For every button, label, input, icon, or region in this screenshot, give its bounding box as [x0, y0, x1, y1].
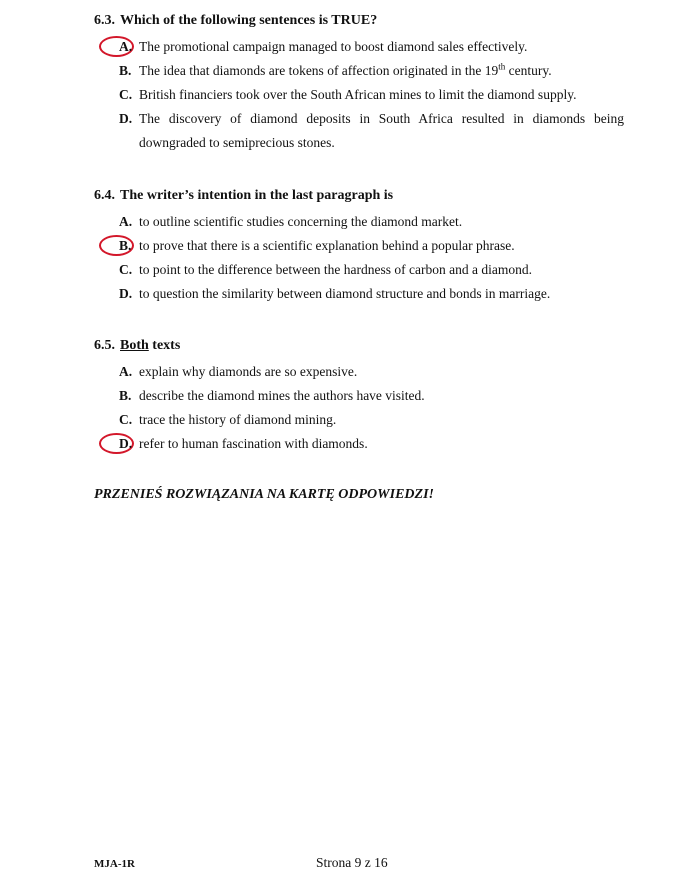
option-a[interactable] [94, 210, 624, 234]
option-letter: C. [119, 87, 133, 102]
option-letter: C. [119, 412, 133, 427]
option-text: British financiers took over the South African mines to limit the diamond supply. [139, 87, 577, 102]
option-letter: B. [119, 388, 132, 403]
superscript: th [498, 61, 506, 72]
option-d[interactable] [94, 432, 624, 456]
question-6-3 [94, 12, 624, 155]
option-text: to outline scientific studies concerning the diamond market. [139, 214, 463, 229]
option-text-end: century. [505, 63, 552, 78]
option-b[interactable] [94, 234, 624, 258]
option-d[interactable] [94, 282, 624, 306]
option-c[interactable] [94, 408, 624, 432]
question-title [94, 12, 624, 30]
transfer-instruction: PRZENIEŚ ROZWIĄZANIA NA KARTĘ ODPOWIEDZI! [94, 487, 434, 502]
option-b[interactable] [94, 384, 624, 408]
question-stem: texts [148, 338, 181, 353]
question-number: 6.5. [94, 338, 115, 353]
question-number: 6.3. [94, 13, 115, 28]
option-text: The promotional campaign managed to boost diamond sales effectively. [139, 39, 528, 54]
option-letter: B. [119, 238, 132, 253]
option-letter: A. [119, 39, 133, 54]
question-stem: Which of the following sentences is TRUE? [120, 13, 378, 28]
option-letter: D. [119, 111, 133, 126]
options-list [94, 210, 624, 306]
options-list [94, 360, 624, 456]
option-text: to point to the difference between the hardness of carbon and a diamond. [139, 262, 532, 277]
option-text: The idea that diamonds are tokens of affection originated in the 19 [139, 63, 499, 78]
option-letter: A. [119, 364, 133, 379]
question-6-4 [94, 187, 624, 306]
option-text-line-2: downgraded to semiprecious stones. [139, 135, 335, 150]
option-c[interactable] [94, 83, 624, 107]
question-title [94, 187, 624, 205]
option-text: explain why diamonds are so expensive. [139, 364, 358, 379]
option-d[interactable] [94, 107, 624, 155]
exam-code: MJA-1R [94, 858, 135, 870]
option-letter: A. [119, 214, 133, 229]
options-list [94, 35, 624, 155]
option-text: to prove that there is a scientific explanation behind a popular phrase. [139, 238, 515, 253]
question-stem: The writer’s intention in the last paragraph is [120, 188, 394, 203]
option-text: describe the diamond mines the authors have visited. [139, 388, 425, 403]
option-letter: B. [119, 63, 132, 78]
question-stem-underlined: Both [120, 338, 149, 353]
option-text-line-1: The discovery of diamond deposits in South Africa resulted in diamonds being [139, 111, 624, 126]
option-text: trace the history of diamond mining. [139, 412, 337, 427]
option-letter: D. [119, 286, 133, 301]
option-a[interactable] [94, 360, 624, 384]
option-b[interactable] [94, 59, 624, 83]
option-letter: C. [119, 262, 133, 277]
question-title [94, 337, 624, 355]
question-6-5 [94, 337, 624, 456]
question-number: 6.4. [94, 188, 115, 203]
option-text: refer to human fascination with diamonds. [139, 436, 368, 451]
option-c[interactable] [94, 258, 624, 282]
option-letter: D. [119, 436, 133, 451]
option-text: to question the similarity between diamond structure and bonds in marriage. [139, 286, 551, 301]
page-number: Strona 9 z 16 [316, 855, 388, 870]
option-a[interactable] [94, 35, 624, 59]
